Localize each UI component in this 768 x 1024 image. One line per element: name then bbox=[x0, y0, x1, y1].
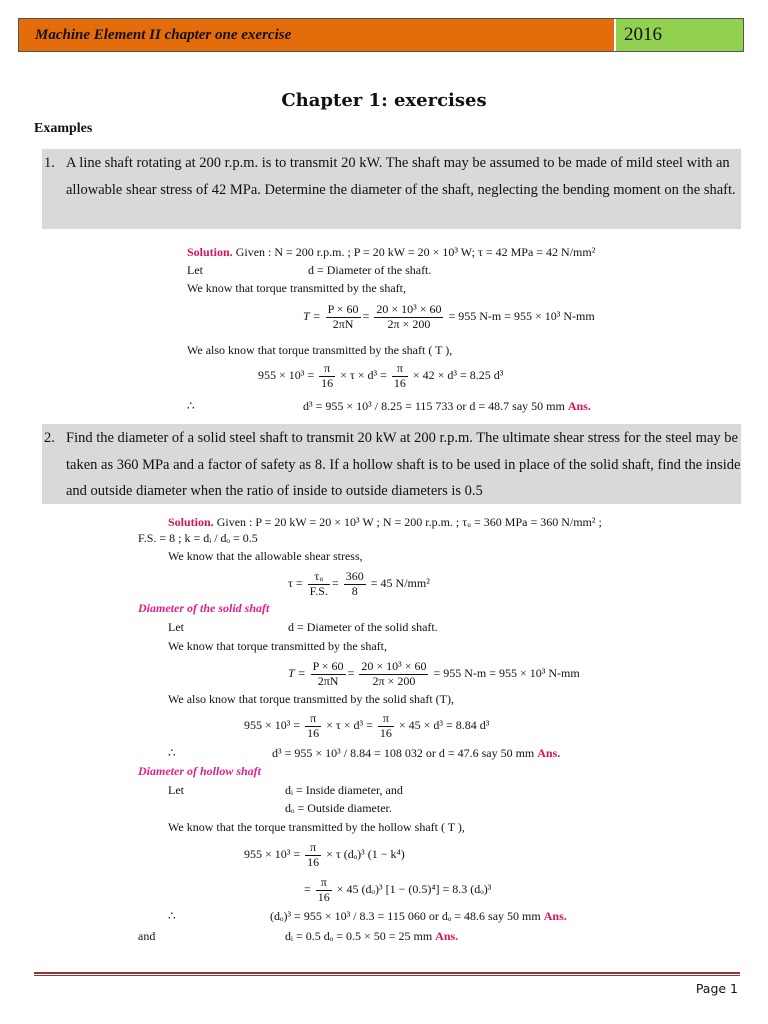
numerator: P × 60 bbox=[312, 659, 344, 673]
denominator: 2π × 200 bbox=[372, 673, 416, 688]
answer-label: Ans. bbox=[537, 746, 561, 760]
equation-middle: × τ × d³ = bbox=[326, 718, 373, 733]
denominator: 16 bbox=[379, 725, 392, 740]
denominator: 16 bbox=[317, 889, 330, 904]
given-line-2: F.S. = 8 ; k = dᵢ / dₒ = 0.5 bbox=[138, 531, 258, 545]
fraction bbox=[305, 712, 321, 741]
fraction bbox=[378, 712, 394, 741]
question-text: A line shaft rotating at 200 r.p.m. is to transmit 20 kW. The shaft may be assumed to be made of mild steel with an allowable shear stress of 42 MPa. Determine the diameter of the shaft, neglecting the bending moment on the shaft. bbox=[66, 155, 736, 198]
fraction bbox=[305, 841, 321, 870]
denominator: 2π × 200 bbox=[387, 316, 431, 331]
hollow-final-result bbox=[270, 910, 567, 924]
outside-diameter-definition: dₒ = Outside diameter. bbox=[285, 801, 392, 815]
numerator: π bbox=[392, 362, 408, 377]
allowable-intro: We know that the allowable shear stress, bbox=[168, 549, 363, 563]
equation-result: × 42 × d³ = 8.25 d³ bbox=[412, 368, 504, 383]
equation-result: × 45 × d³ = 8.84 d³ bbox=[398, 718, 490, 733]
torque-intro: We know that torque transmitted by the shaft, bbox=[168, 639, 387, 653]
final-text: d³ = 955 × 10³ / 8.25 = 115 733 or d = 48.7 say 50 mm bbox=[303, 399, 565, 413]
torque-equation: T = $\frac{P \times 60}{2\pi N}$ = $\frac{\text{20 × 10³ × 60}}{2\pi \times 200}$ = 955 N-m = 955 × 10³ N-mm bbox=[303, 302, 595, 331]
header-title: Machine Element II chapter one exercise bbox=[19, 19, 614, 51]
fraction bbox=[311, 660, 346, 689]
answer-label: Ans. bbox=[543, 909, 567, 923]
inside-diameter-definition: dᵢ = Inside diameter, and bbox=[285, 783, 403, 797]
fraction bbox=[359, 660, 428, 689]
tau-equation: τ = $\frac{\text{τᵤ}}{F.S.}$ = $\frac{360}{8}$ = 45 N/mm² bbox=[288, 569, 430, 598]
hollow-equation-1 bbox=[244, 841, 405, 870]
numerator: π bbox=[378, 712, 394, 727]
therefore-symbol: ∴ bbox=[187, 399, 195, 413]
also-intro: We also know that torque transmitted by the shaft ( T ), bbox=[187, 343, 453, 357]
page-number: Page 1 bbox=[695, 981, 738, 996]
question-number: 2. bbox=[44, 430, 55, 446]
question-text: Find the diameter of a solid steel shaft to transmit 20 kW at 200 r.p.m. The ultimate shear stress for the steel may be taken as 360 MPa and a factor of safety as 8. If a hollow shaft is to be used in place of the solid shaft, find the inside and outside diameter when the ratio of inside to outside diameters is 0.5 bbox=[66, 430, 741, 499]
equation-result: × τ (dₒ)³ (1 − k⁴) bbox=[326, 847, 405, 862]
header-year: 2016 bbox=[614, 19, 743, 51]
final-text: (dₒ)³ = 955 × 10³ / 8.3 = 115 060 or dₒ = 48.6 say 50 mm bbox=[270, 909, 541, 923]
let-label: Let bbox=[168, 783, 184, 797]
hollow-equation-2 bbox=[304, 876, 491, 905]
denominator: 2πN bbox=[332, 316, 354, 331]
torque-equation: T = $\frac{P \times 60}{2\pi N}$ = $\frac{\text{20 × 10³ × 60}}{2\pi \times 200}$ = 955 N-m = 955 × 10³ N-mm bbox=[288, 659, 580, 688]
numerator: π bbox=[319, 362, 335, 377]
hollow-torque-intro: We know that the torque transmitted by the hollow shaft ( T ), bbox=[168, 820, 465, 834]
numerator: 20 × 10³ × 60 bbox=[361, 659, 427, 673]
equation-lhs: T = bbox=[288, 666, 306, 681]
final-text: dᵢ = 0.5 dₒ = 0.5 × 50 = 25 mm bbox=[285, 929, 433, 943]
denominator: 8 bbox=[351, 583, 358, 598]
shear-equation bbox=[244, 712, 489, 741]
given-text: Given : P = 20 kW = 20 × 10³ W ; N = 200 r.p.m. ; τᵤ = 360 MPa = 360 N/mm² ; bbox=[216, 515, 602, 529]
and-label: and bbox=[138, 929, 156, 943]
denominator: 16 bbox=[307, 725, 320, 740]
question-number: 1. bbox=[44, 155, 55, 171]
answer-label: Ans. bbox=[435, 929, 459, 943]
equation-middle: × τ × d³ = bbox=[340, 368, 387, 383]
numerator: P × 60 bbox=[327, 302, 359, 316]
numerator: π bbox=[305, 712, 321, 727]
equation-result: = 955 N-m = 955 × 10³ N-mm bbox=[448, 309, 595, 324]
equation-result: × 45 (dₒ)³ [1 − (0.5)⁴] = 8.3 (dₒ)³ bbox=[336, 882, 492, 897]
final-result bbox=[272, 747, 560, 761]
numerator: π bbox=[305, 841, 321, 856]
torque-intro: We know that torque transmitted by the shaft, bbox=[187, 281, 406, 295]
examples-heading: Examples bbox=[34, 121, 93, 136]
given-text: Given : N = 200 r.p.m. ; P = 20 kW = 20 × 10³ W; τ = 42 MPa = 42 N/mm² bbox=[235, 245, 596, 259]
fraction bbox=[316, 876, 332, 905]
footer-rule bbox=[34, 972, 740, 976]
solution-given-line bbox=[168, 516, 602, 530]
numerator: 20 × 10³ × 60 bbox=[376, 302, 442, 316]
equation-lhs: τ = bbox=[288, 576, 303, 591]
let-label: Let bbox=[168, 620, 184, 634]
fraction bbox=[344, 570, 366, 599]
solid-shaft-heading: Diameter of the solid shaft bbox=[138, 601, 270, 615]
solution-label: Solution. bbox=[168, 515, 214, 529]
also-intro: We also know that torque transmitted by the solid shaft (T), bbox=[168, 692, 454, 706]
equation-lhs: 955 × 10³ = bbox=[244, 847, 301, 862]
denominator: 16 bbox=[307, 854, 320, 869]
equation-lhs: 955 × 10³ = bbox=[244, 718, 301, 733]
equation-result: = 45 N/mm² bbox=[370, 576, 430, 591]
denominator: 16 bbox=[393, 375, 406, 390]
chapter-title: Chapter 1: exercises bbox=[281, 90, 487, 111]
let-label: Let bbox=[187, 263, 203, 277]
numerator: τᵤ bbox=[308, 570, 330, 585]
hollow-shaft-heading: Diameter of hollow shaft bbox=[138, 764, 262, 778]
therefore-symbol: ∴ bbox=[168, 746, 176, 760]
answer-label: Ans. bbox=[567, 399, 591, 413]
equation-lhs: 955 × 10³ = bbox=[258, 368, 315, 383]
fraction bbox=[308, 570, 330, 599]
numerator: 360 bbox=[345, 569, 364, 583]
final-text: d³ = 955 × 10³ / 8.84 = 108 032 or d = 47.6 say 50 mm bbox=[272, 746, 535, 760]
numerator: π bbox=[316, 876, 332, 891]
let-definition: d = Diameter of the solid shaft. bbox=[288, 620, 438, 634]
equation-lhs: = bbox=[304, 882, 311, 897]
equation-result: = 955 N-m = 955 × 10³ N-mm bbox=[433, 666, 580, 681]
therefore-symbol: ∴ bbox=[168, 909, 176, 923]
denominator: 16 bbox=[321, 375, 334, 390]
inside-diameter-result bbox=[285, 930, 458, 944]
solution-label: Solution. bbox=[187, 245, 233, 259]
let-definition: d = Diameter of the shaft. bbox=[308, 263, 432, 277]
equation-lhs: T = bbox=[303, 309, 321, 324]
denominator: F.S. bbox=[309, 583, 328, 598]
denominator: 2πN bbox=[317, 673, 339, 688]
